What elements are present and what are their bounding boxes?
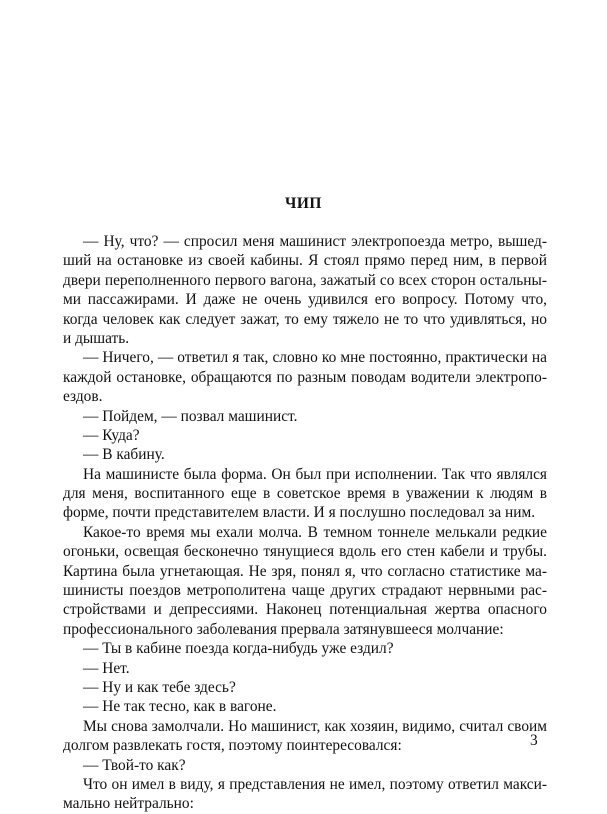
text-line: — Куда? <box>83 426 140 444</box>
text-line: Какое-то время мы ехали молча. В темном тоннеле мелькали редкие <box>83 523 547 541</box>
text-line: двери переполненного первого вагона, зажатый со всех сторон остальны- <box>63 271 547 289</box>
text-line: — Пойдем, — позвал машинист. <box>83 407 298 425</box>
text-line: и дышать. <box>63 329 130 347</box>
text-line: профессионального заболевания прервала затянувшееся молчание: <box>63 620 504 638</box>
text-line: форме, почти представителем власти. И я послушно последовал за ним. <box>63 504 536 522</box>
text-line: — Не так тесно, как в вагоне. <box>83 698 277 716</box>
text-line: — Твой-то как? <box>83 756 186 774</box>
text-line: каждой остановке, обращаются по разным поводам водители электропо- <box>63 368 547 386</box>
text-line: мально нейтрально: <box>63 795 194 813</box>
text-line: — Ну и как тебе здесь? <box>83 678 236 696</box>
text-line: — Ты в кабине поезда когда-нибудь уже ездил? <box>83 640 394 658</box>
text-line: — Ничего, — ответил я так, словно ко мне постоянно, практически на <box>83 349 547 367</box>
text-line: — Ну, что? — спросил меня машинист электропоезда метро, вышед- <box>83 233 547 250</box>
text-line: шинисты поездов метрополитена чаще других страдают нервными рас- <box>63 582 547 600</box>
text-line: для меня, воспитанного еще в советское время в уважении к людям в <box>63 485 547 503</box>
text-line: — В кабину. <box>83 446 165 464</box>
chapter-title: ЧИП <box>285 195 322 212</box>
chapter-body <box>63 232 547 814</box>
text-line: ездов. <box>63 388 103 406</box>
text-line: огоньки, освещая бесконечно тянущиеся вдоль его стен кабели и трубы. <box>63 543 547 561</box>
text-line: ми пассажирами. И даже не очень удивился его вопросу. Потому что, <box>63 291 547 309</box>
text-line: На машинисте была форма. Он был при исполнении. Так что являлся <box>83 465 547 483</box>
text-line: ший на остановке из своей кабины. Я стоял прямо перед ним, в первой <box>63 252 547 270</box>
text-line: — Нет. <box>83 659 130 677</box>
text-line: Что он имел в виду, я представления не имел, поэтому ответил макси- <box>83 775 547 793</box>
text-line: Мы снова замолчали. Но машинист, как хозяин, видимо, считал своим <box>83 717 547 735</box>
text-line: стройствами и депрессиями. Наконец потенциальная жертва опасного <box>63 601 547 619</box>
page-number: 3 <box>530 732 538 749</box>
text-line: Картина была угнетающая. Не зря, понял я, что согласно статистике ма- <box>63 562 547 580</box>
text-line: когда человек как следует зажат, то ему тяжело не то что удивляться, но <box>63 310 547 328</box>
text-line: долгом развлекать гостя, поэтому поинтересовался: <box>63 737 402 755</box>
